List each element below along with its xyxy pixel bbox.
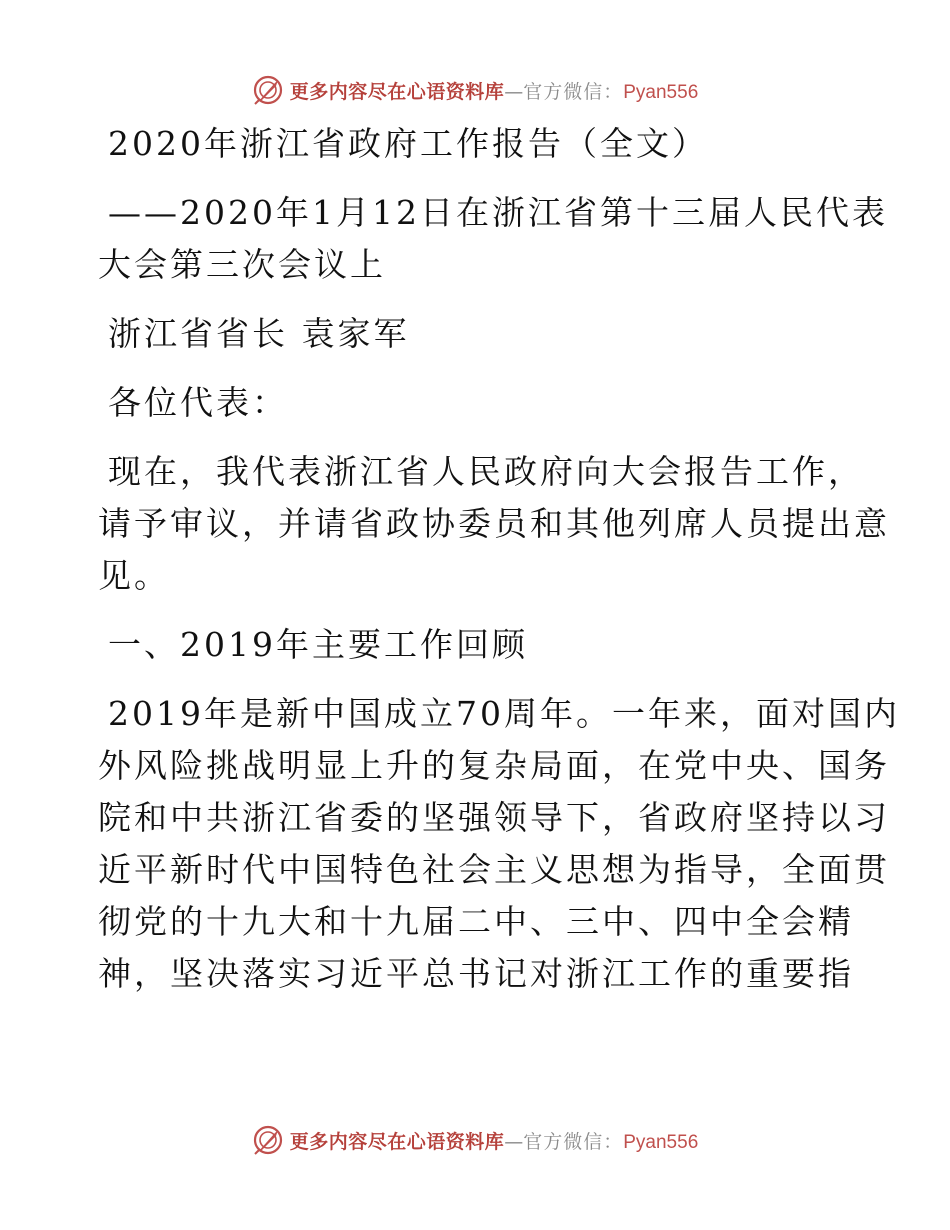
watermark-label: 官方微信： bbox=[523, 80, 624, 103]
watermark-wechat-id: Pyan556 bbox=[623, 1131, 699, 1153]
paragraph-line: 见。 bbox=[98, 556, 170, 595]
quill-logo-icon bbox=[252, 1124, 284, 1156]
subtitle-line: 大会第三次会议上 bbox=[98, 245, 386, 284]
watermark-label: 官方微信： bbox=[523, 1130, 624, 1153]
watermark-header bbox=[0, 72, 950, 108]
watermark-dash: — bbox=[504, 80, 524, 103]
document-title-block bbox=[98, 118, 858, 170]
section-heading: 一、2019年主要工作回顾 bbox=[108, 625, 528, 664]
paragraph-line: 现在，我代表浙江省人民政府向大会报告工作， bbox=[108, 452, 864, 491]
document-body bbox=[98, 118, 900, 1017]
paragraph-line: 神，坚决落实习近平总书记对浙江工作的重要指 bbox=[98, 954, 854, 993]
body-paragraph bbox=[98, 688, 900, 1000]
paragraph-line: 请予审议，并请省政协委员和其他列席人员提出意 bbox=[98, 504, 890, 543]
document-subtitle bbox=[98, 187, 888, 291]
paragraph-line: 2019年是新中国成立70周年。一年来，面对国内 bbox=[108, 694, 900, 733]
watermark-brand: 更多内容尽在心语资料库 bbox=[289, 80, 505, 103]
watermark-brand: 更多内容尽在心语资料库 bbox=[289, 1130, 505, 1153]
salutation: 各位代表： bbox=[108, 383, 288, 422]
paragraph-line: 近平新时代中国特色社会主义思想为指导，全面贯 bbox=[98, 850, 890, 889]
salutation-block bbox=[98, 377, 858, 429]
watermark-wechat-id: Pyan556 bbox=[623, 81, 699, 103]
author-line: 浙江省省长 袁家军 bbox=[108, 314, 410, 353]
intro-paragraph bbox=[98, 446, 890, 602]
subtitle-line: ——2020年1月12日在浙江省第十三届人民代表 bbox=[108, 193, 888, 232]
paragraph-line: 外风险挑战明显上升的复杂局面，在党中央、国务 bbox=[98, 746, 890, 785]
paragraph-line: 彻党的十九大和十九届二中、三中、四中全会精 bbox=[98, 902, 854, 941]
paragraph-line: 院和中共浙江省委的坚强领导下，省政府坚持以习 bbox=[98, 798, 890, 837]
author-block bbox=[98, 308, 858, 360]
document-title: 2020年浙江省政府工作报告（全文） bbox=[108, 124, 708, 163]
watermark-footer bbox=[0, 1122, 950, 1158]
section-heading-block bbox=[98, 619, 858, 671]
quill-logo-icon bbox=[252, 74, 284, 106]
watermark-dash: — bbox=[504, 1130, 524, 1153]
